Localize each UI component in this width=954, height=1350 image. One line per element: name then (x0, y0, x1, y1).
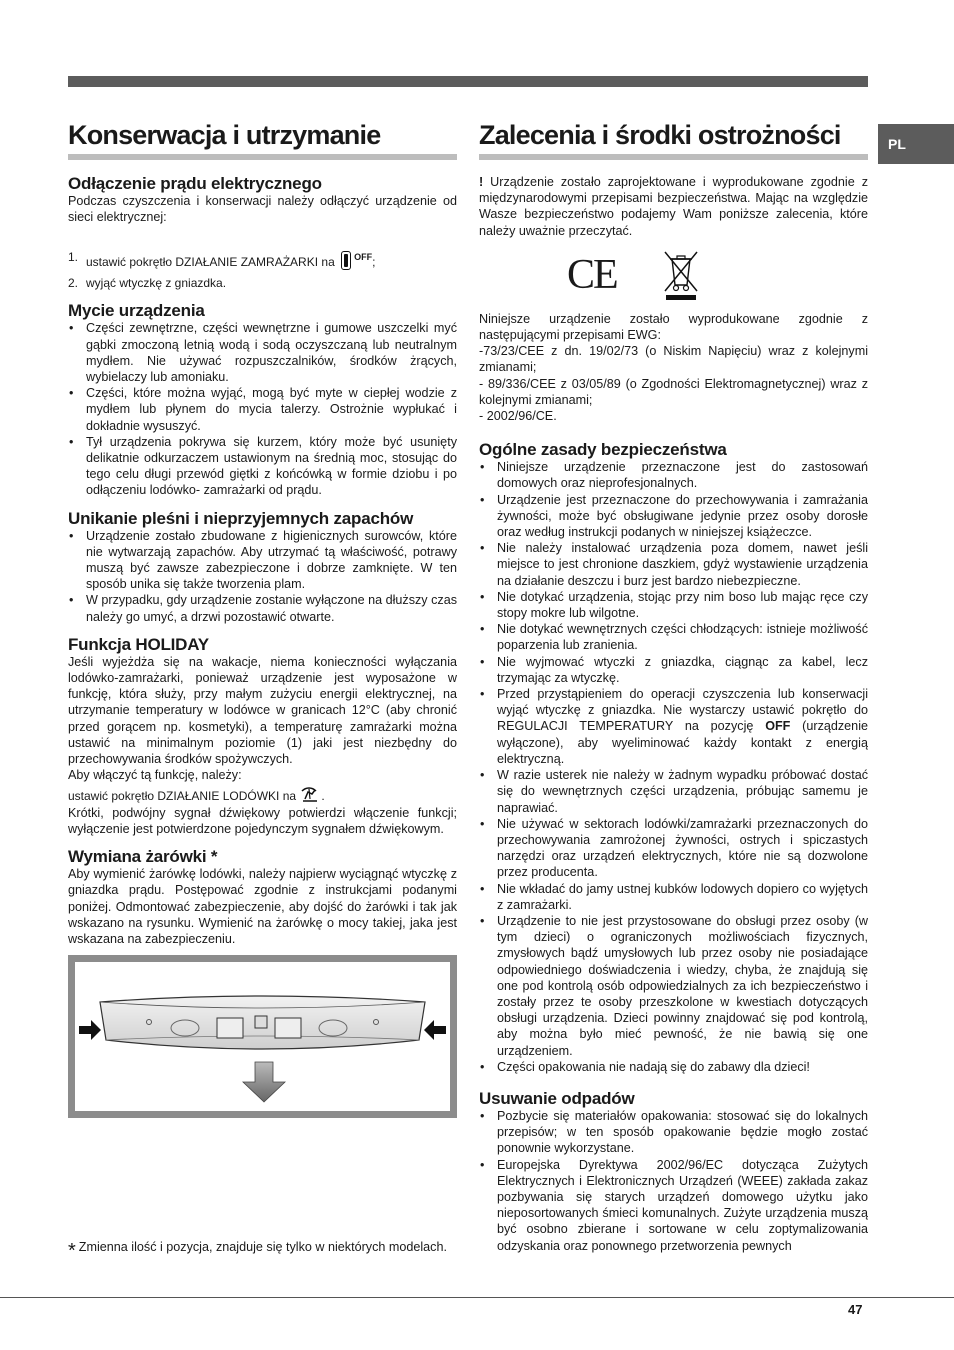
item-text: Przed przystąpieniem do operacji czyszczenia lub konserwacji wyjąć wtyczkę z gniazdka. Nie wystarczy ustawić pokrętło do REGULACJI TEMPERATURY na pozycję (497, 687, 868, 734)
section-heading: Ogólne zasady bezpieczeństwa (479, 440, 727, 460)
list-item (479, 686, 868, 767)
list-item: • Nie dotykać urządzenia, stojąc przy nim boso lub mając ręce czy stopy mokre lub wilgotne. (479, 589, 868, 621)
section-disposal (479, 1089, 868, 1254)
mould-list (68, 528, 457, 625)
disposal-list (479, 1108, 868, 1254)
maintenance-title: Konserwacja i utrzymanie (68, 120, 381, 150)
lamp-cover-drawing (75, 962, 450, 1111)
section-heading: Funkcja HOLIDAY (68, 634, 209, 654)
footer-rule (0, 1297, 954, 1298)
list-item: • Tył urządzenia pokrywa się kurzem, który może być usunięty delikatnie odkurzaczem ustawionym na średnią moc, stosując do tego celu długi przewód giętki z końcówką w formie dziobu i po odłączeniu lodówko- zamrażarki od prądu. (68, 434, 457, 499)
safety-list (479, 459, 868, 1075)
list-item: • Niniejsze urządzenie przeznaczone jest do zastosowań domowych oraz nieprofesjonalnych. (479, 459, 868, 491)
list-item: • Urządzenie to nie jest przystosowane do obsługi przez osoby (w tym dzieci) o ograniczonych możliwościach fizycznych, zmysłowych bądź umysłowych lub przez osoby nie posiadające odpowiedniego doświadczenia i wiedzy, chyba, że znajdują się one pod kontrolą osób odpowiedzialnych za ich bezpieczeństwo i zostały przez te osoby przeszkolone w kwestiach dotyczących obsługi urządzenia. Dzieci powinny znajdować się pod kontrolą, aby można było mieć pewność, że nie bawią się one urządzeniem. (479, 913, 868, 1059)
section-mould (68, 509, 457, 625)
list-item: • W razie usterek nie należy w żadnym wypadku próbować dostać się do wewnętrznych części urządzenia, próbując samemu je naprawiać. (479, 767, 868, 816)
section-holiday (68, 635, 457, 837)
bulb-text: Aby wymienić żarówkę lodówki, należy najpierw wyciągnąć wtyczkę z gniazdka prądu. Postępować zgodnie z instrukcjami podanymi poniżej. Odmontować zabezpieczenie, aby dojść do żarówki i tak jak wskazano na rysunku. Wymienić na żarówkę o mocy takiej, jaka jest wskazana na zabezpieczeniu. (68, 867, 457, 946)
safety-intro (479, 174, 868, 239)
footnote-star: * (68, 1240, 76, 1262)
section-heading: Wymiana żarówki * (68, 847, 218, 867)
directive-line: -73/23/CEE z dn. 19/02/73 (o Niskim Napięciu) wraz z kolejnymi zmianami; (479, 344, 868, 375)
list-item: • Części opakowania nie nadają się do zabawy dla dzieci! (479, 1059, 868, 1075)
off-label: OFF (354, 252, 373, 263)
section-heading: Mycie urządzenia (68, 301, 205, 321)
cleaning-list (68, 320, 457, 498)
holiday-text: Aby włączyć tą funkcję, należy: (68, 768, 242, 783)
warning-mark: ! (479, 175, 484, 189)
item-text: (urządzenie wyłączone), aby wyeliminować każdy kontakt z energią elektryczną. (497, 719, 868, 766)
step-end: ; (372, 255, 376, 270)
ce-mark-icon: CE (567, 251, 617, 298)
disconnect-steps (68, 249, 457, 291)
directive-line: - 2002/96/CE. (479, 409, 557, 424)
list-item: • Nie używać w sektorach lodówki/zamrażarki przeznaczonych do przechowywania zamrożonej żywności, ostrych i spiczastych narzędzi oraz urządzeń elektrycznych, które nie są dozwolone przez producenta. (479, 816, 868, 881)
section-heading: Usuwanie odpadów (479, 1088, 635, 1108)
holiday-icon (299, 787, 321, 803)
step-text: ustawić pokrętło DZIAŁANIE ZAMRAŻARKI na (86, 255, 335, 270)
section-bulb (68, 847, 457, 1118)
footnote (68, 1240, 468, 1263)
list-item: • Nie należy instalować urządzenia poza domem, nawet jeśli miejsce to jest chronione daszkiem, gdyż wystawienie urządzenia na działanie deszczu i burz jest bardzo niebezpieczne. (479, 540, 868, 589)
holiday-text: Krótki, podwójny sygnał dźwiękowy potwierdzi włączenie funkcji; wyłączenie jest potwierdzone pojedynczym sygnałem dźwiękowym. (68, 805, 457, 836)
section-general-safety (479, 440, 868, 1075)
step-item (68, 249, 457, 270)
list-item: • Nie wkładać do jamy ustnej kubków lodowych dopiero co wyjętych z zamrażarki. (479, 881, 868, 913)
list-item: • Urządzenie jest przeznaczone do przechowywania i zamrażania żywności, może być obsługiwane jedynie przez osoby dorosłe oraz według instrukcji podanych w niniejszej książeczce. (479, 492, 868, 541)
holiday-text: Jeśli wyjeżdża się na wakacje, niema konieczności wyłączania lodówko-zamrażarki, ponieważ urządzenie jest wyposażone w funkcję, która służy, przy małym zużyciu energii elektrycznej, na utrzymanie temperatury w lodówce w granicach 12°C (aby chronić przed gorącem np. kosmetyki), a temperaturę zamrażarki można ustawić na minimalnym poziomie (1) jaki jest niezbędny do przechowywania środków spożywczych. (68, 654, 457, 767)
step-number: 1. (68, 250, 79, 265)
list-item: • W przypadku, gdy urządzenie zostanie wyłączone na dłuższy czas należy go umyć, a drzwi pozostawić otwarte. (68, 592, 457, 624)
language-tab: PL (878, 124, 954, 164)
off-label: OFF (765, 719, 791, 734)
list-item: • Części, które można wyjąć, mogą być myte w ciepłej wodzie z mydłem lub płynem do mycia talerzy. Ostrożnie wypłukać i dokładnie wysuszyć. (68, 385, 457, 434)
list-item: • Nie dotykać wewnętrznych części chłodzących: istnieje możliwość poparzenia lub zranienia. (479, 621, 868, 653)
list-item: • Urządzenie zostało zbudowane z higienicznych surowców, które nie wytwarzają zapachów. Aby utrzymać tą właściwość, potrawy muszą być zawsze zabezpieczone i dobrze zamknięte. W ten sposób unika się także tworzenia plam. (68, 528, 457, 593)
left-column (68, 116, 457, 1118)
right-column (479, 116, 868, 1254)
page-number: 47 (848, 1302, 863, 1317)
list-item: • Części zewnętrzne, części wewnętrzne i gumowe uszczelki myć gąbki zmoczoną letnią wodą i sodą oczyszczaną lub neutralnym mydłem. Nie używać rozpuszczalników, środków żrących, wybielaczy lub amoniaku. (68, 320, 457, 385)
step-item (68, 275, 457, 291)
safety-intro-text: Urządzenie zostało zaprojektowane i wyprodukowane zgodnie z międzynarodowymi przepisami bezpieczeństwa. Mając na względzie Wasze bezpieczeństwo podajemy Wam poniższe zalecenia, które należy uważnie przeczytać. (479, 175, 868, 238)
list-item: • Europejska Dyrektywa 2002/96/EC dotycząca Zużytych Elektrycznych i Elektronicznych Urządzeń (WEEE) zakłada zakaz pozbywania się starych urządzeń domowego użytku jako nieposortowanych śmieci komunalnych. Zużyte urządzenia muszą być osobno zbierane i sortowane w celu zoptymalizowania odzyskania oraz ponownego przetworzenia pewnych (479, 1157, 868, 1254)
directive-line: - 89/336/CEE z 03/05/89 (o Zgodności Elektromagnetycznej) wraz z kolejnymi zmianami; (479, 376, 868, 407)
disconnect-intro: Podczas czyszczenia i konserwacji należy odłączyć urządzenie od sieci elektrycznej: (68, 194, 457, 225)
directives-block (479, 311, 868, 424)
holiday-instruction-end: . (321, 789, 325, 804)
list-item: • Pozbycie się materiałów opakowania: stosować się do lokalnych przepisów; w ten sposób opakowanie będzie mogło zostać ponownie wykorzystane. (479, 1108, 868, 1157)
section-disconnect (68, 174, 457, 291)
certification-marks (479, 239, 868, 311)
header-bar (68, 76, 868, 87)
step-text: wyjąć wtyczkę z gniazdka. (86, 276, 227, 291)
step-number: 2. (68, 276, 79, 291)
list-item: • Nie wyjmować wtyczki z gniazdka, ciągnąc za kabel, lecz trzymając za wtyczkę. (479, 654, 868, 686)
title-rule (68, 154, 457, 160)
section-heading: Odłączenie prądu elektrycznego (68, 174, 322, 193)
holiday-instruction (68, 787, 457, 804)
holiday-instruction-text: ustawić pokrętło DZIAŁANIE LODÓWKI na (68, 789, 297, 804)
weee-bin-icon (661, 249, 701, 301)
bulb-illustration (68, 955, 457, 1118)
off-switch-icon (341, 251, 351, 270)
directive-line: Niniejsze urządzenie zostało wyprodukowane zgodnie z następującymi przepisami EWG: (479, 311, 868, 343)
title-rule (479, 154, 868, 160)
section-heading: Unikanie pleśni i nieprzyjemnych zapachów (68, 508, 414, 528)
safety-title: Zalecenia i środki ostrożności (479, 120, 841, 150)
illustration-frame (75, 962, 450, 1111)
footnote-text: Zmienna ilość i pozycja, znajduje się tylko w niektórych modelach. (78, 1240, 447, 1254)
section-cleaning (68, 301, 457, 498)
